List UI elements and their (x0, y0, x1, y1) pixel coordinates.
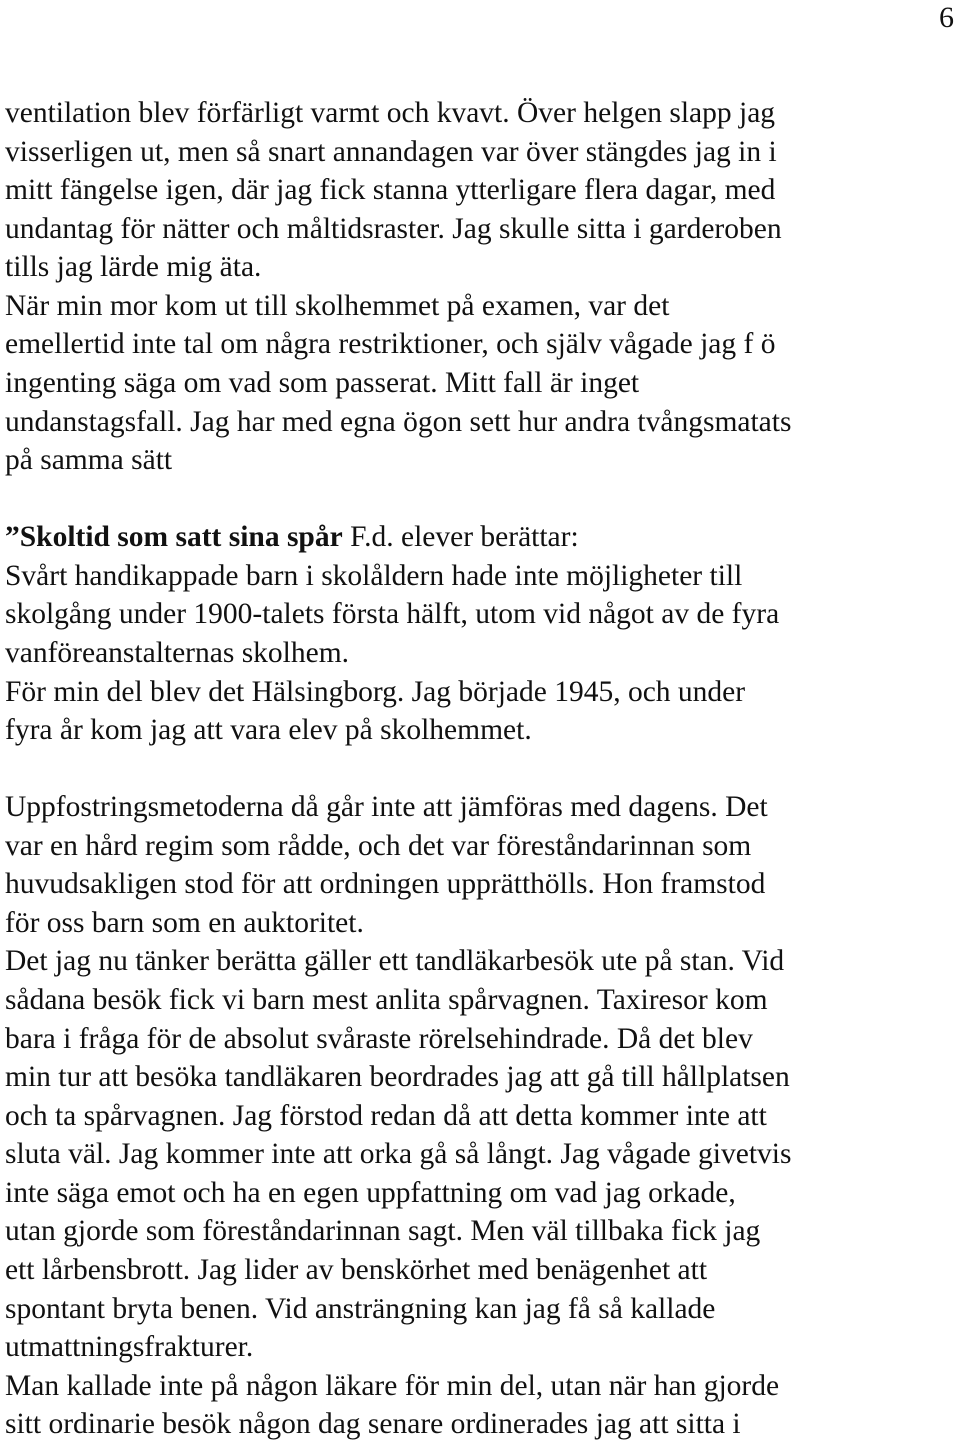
text-line: spontant bryta benen. Vid ansträngning kan jag få så kallade (5, 1293, 716, 1325)
text-line: För min del blev det Hälsingborg. Jag började 1945, och under (5, 676, 746, 708)
page-number: 6 (939, 1, 954, 34)
text-line: min tur att besöka tandläkaren beordrades jag att gå till hållplatsen (5, 1061, 790, 1093)
text-line: för oss barn som en auktoritet. (5, 907, 364, 939)
text-line: sluta väl. Jag kommer inte att orka gå så långt. Jag vågade givetvis (5, 1138, 792, 1170)
text-line: undantag för nätter och måltidsraster. Jag skulle sitta i garderoben (5, 213, 782, 245)
text-line: huvudsakligen stod för att ordningen upprätthölls. Hon framstod (5, 868, 766, 900)
text-line: ett lårbensbrott. Jag lider av benskörhet med benägenhet att (5, 1254, 708, 1286)
text-line: inte säga emot och ha en egen uppfattning om vad jag orkade, (5, 1177, 736, 1209)
text-line: undanstagsfall. Jag har med egna ögon sett hur andra tvångsmatats (5, 406, 792, 438)
text-line: var en hård regim som rådde, och det var föreståndarinnan som (5, 830, 752, 862)
text-line: på samma sätt (5, 444, 173, 476)
text-line: visserligen ut, men så snart annandagen var över stängdes jag in i (5, 136, 777, 168)
text-line: vanföreanstalternas skolhem. (5, 637, 350, 669)
text-line: fyra år kom jag att vara elev på skolhemmet. (5, 714, 532, 746)
text-line: mitt fängelse igen, där jag fick stanna ytterligare flera dagar, med (5, 174, 776, 206)
text-line: utmattningsfrakturer. (5, 1331, 254, 1363)
text-line: emellertid inte tal om några restriktioner, och själv vågade jag f ö (5, 328, 776, 360)
text-line: bara i fråga för de absolut svåraste rörelsehindrade. Då det blev (5, 1023, 753, 1055)
text-line: Svårt handikappade barn i skolåldern hade inte möjligheter till (5, 560, 743, 592)
text-line: Det jag nu tänker berätta gäller ett tandläkarbesök ute på stan. Vid (5, 945, 785, 977)
text-line: sitt ordinarie besök någon dag senare ordinerades jag att sitta i (5, 1408, 741, 1440)
text-line: sådana besök fick vi barn mest anlita spårvagnen. Taxiresor kom (5, 984, 768, 1016)
heading-subtitle: F.d. elever berättar: (342, 521, 579, 553)
text-line: tills jag lärde mig äta. (5, 251, 262, 283)
text-line: Man kallade inte på någon läkare för min del, utan när han gjorde (5, 1370, 780, 1402)
text-line: Uppfostringsmetoderna då går inte att jämföras med dagens. Det (5, 791, 768, 823)
section-heading (5, 518, 579, 556)
text-line: skolgång under 1900-talets första hälft, utom vid något av de fyra (5, 598, 780, 630)
text-line: och ta spårvagnen. Jag förstod redan då att detta kommer inte att (5, 1100, 767, 1132)
text-line: ingenting säga om vad som passerat. Mitt fall är inget (5, 367, 640, 399)
text-line: När min mor kom ut till skolhemmet på examen, var det (5, 290, 670, 322)
heading-title: ”Skoltid som satt sina spår (5, 521, 343, 553)
text-line: ventilation blev förfärligt varmt och kvavt. Över helgen slapp jag (5, 97, 776, 129)
text-line: utan gjorde som föreståndarinnan sagt. Men väl tillbaka fick jag (5, 1215, 761, 1247)
